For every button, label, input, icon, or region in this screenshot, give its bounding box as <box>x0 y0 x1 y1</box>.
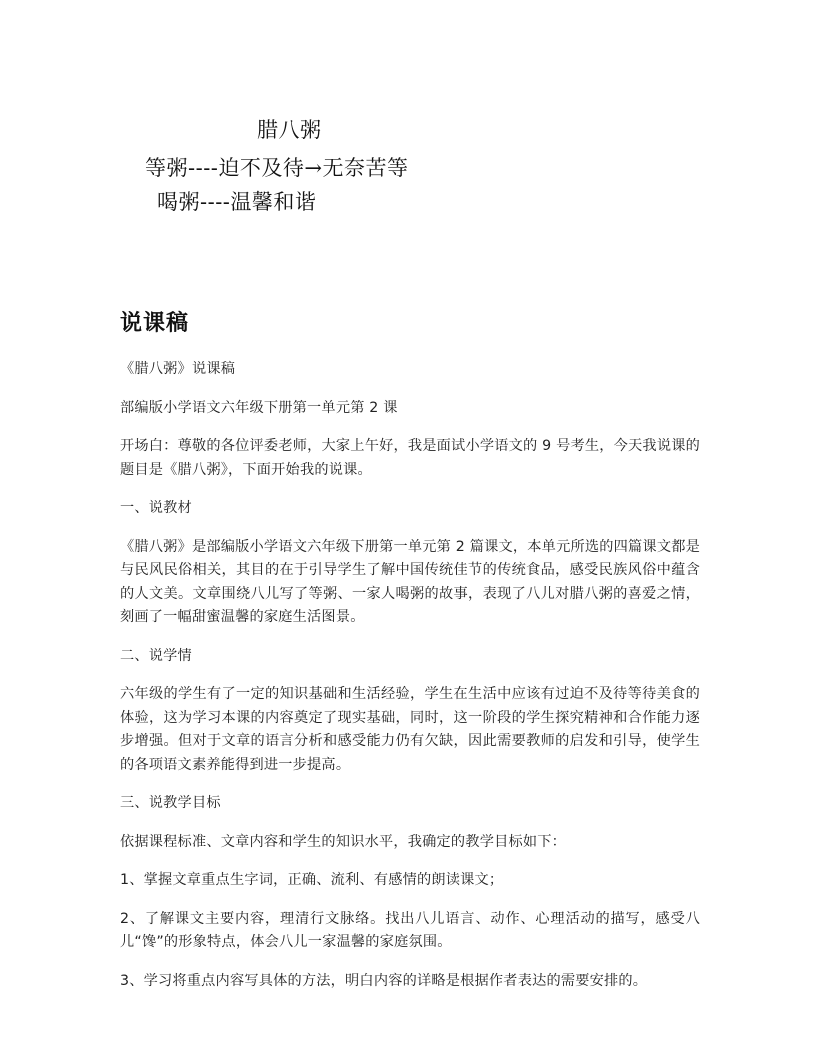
textbook-analysis: 《腊八粥》是部编版小学语文六年级下册第一单元第 2 篇课文，本单元所选的四篇课文都是与民风民俗相关，其目的在于引导学生了解中国传统佳节的传统食品，感受民族风俗中蕴含的人文美。文章围绕八儿写了等粥、一家人喝粥的故事，表现了八儿对腊八粥的喜爱之情，刻画了一幅甜蜜温馨的家庭生活图景。 <box>120 538 700 625</box>
section-heading-students: 二、说学情 <box>120 647 192 664</box>
student-analysis: 六年级的学生有了一定的知识基础和生活经验，学生在生活中应该有过迫不及待等待美食的体验，这为学习本课的内容奠定了现实基础，同时，这一阶段的学生探究精神和合作能力逐步增强。但对于文章的语言分析和感受能力仍有欠缺，因此需要教师的启发和引导，使学生的各项语文素养能得到进一步提高。 <box>120 686 700 773</box>
objective-item: 3、学习将重点内容写具体的方法，明白内容的详略是根据作者表达的需要安排的。 <box>120 972 648 989</box>
board-line-eating: 喝粥----温馨和谐 <box>157 190 317 214</box>
section-heading: 说课稿 <box>120 311 190 336</box>
board-line-waiting: 等粥----迫不及待→无奈苦等 <box>145 156 409 180</box>
textbook-source: 部编版小学语文六年级下册第一单元第 2 课 <box>120 399 398 416</box>
objective-item: 1、掌握文章重点生字词，正确、流利、有感情的朗读课文； <box>120 872 504 888</box>
document-body <box>120 358 700 1008</box>
board-title: 腊八粥 <box>257 118 322 142</box>
opening-remarks: 开场白：尊敬的各位评委老师，大家上午好，我是面试小学语文的 9 号考生，今天我说课的题目是《腊八粥》，下面开始我的说课。 <box>120 438 700 478</box>
section-heading-textbook: 一、说教材 <box>120 500 192 516</box>
objective-item: 2、了解课文主要内容，理清行文脉络。找出八儿语言、动作、心理活动的描写，感受八儿“馋”的形象特点，体会八儿一家温馨的家庭氛围。 <box>120 910 700 950</box>
section-heading-objectives: 三、说教学目标 <box>120 795 221 811</box>
objectives-intro: 依据课程标准、文章内容和学生的知识水平，我确定的教学目标如下： <box>120 833 567 850</box>
doc-title-line: 《腊八粥》说课稿 <box>120 361 236 377</box>
